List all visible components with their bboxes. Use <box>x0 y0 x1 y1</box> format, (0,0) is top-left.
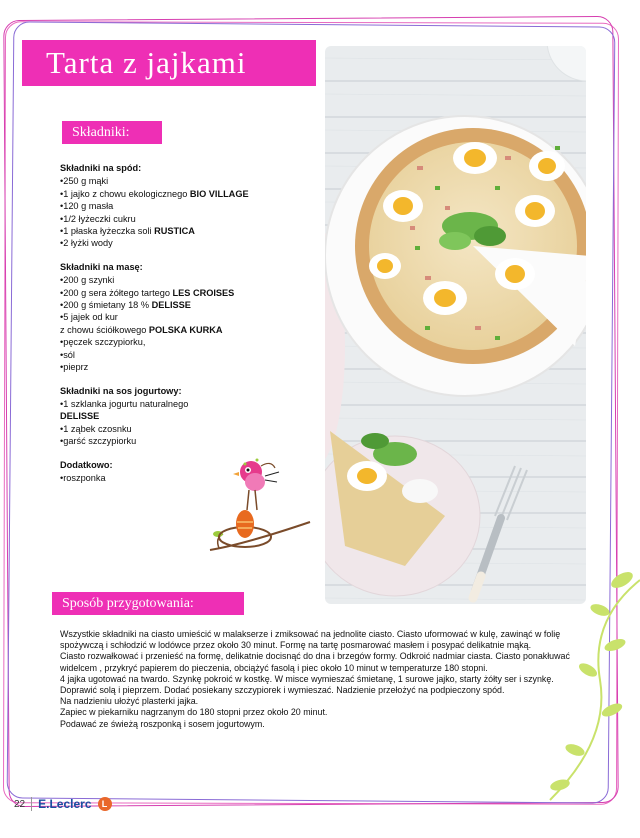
method-line: widelcem , przykryć papierem do pieczenia, obciążyć fasolą i piec około 10 minut w temperaturze 180 stopni. <box>60 662 488 673</box>
ingredient-text: z chowu ściółkowego <box>60 324 149 335</box>
ingredient-item <box>60 435 310 447</box>
ingredient-text: •1 jajko z chowu ekologicznego <box>60 188 190 199</box>
ingredient-text: •sól <box>60 349 75 360</box>
ingredient-text: •250 g mąki <box>60 176 109 187</box>
recipe-title: Tarta z jajkami <box>46 45 247 80</box>
tart-photo <box>325 46 586 604</box>
ingredient-brand: LES CROISES <box>172 287 235 298</box>
method-line: Wszystkie składniki na ciasto umieścić w malakserze i zmiksować na jednolite ciasto. Ciasto uformować w kulę, zawinąć w folię <box>60 629 561 639</box>
method-line: 4 jajka ugotować na twardo. Szynkę pokroić w kostkę. W misce wymieszać śmietanę, 1 surowe jajko, starty żółty ser i szynkę. <box>60 673 554 684</box>
ingredient-item <box>60 175 310 187</box>
footer-divider <box>31 797 32 811</box>
page-number: 22 <box>14 798 26 810</box>
ingredient-text: •1 szklanka jogurtu naturalnego <box>60 398 189 409</box>
ingredient-text: •pieprz <box>60 362 89 373</box>
ingredient-group-heading: Składniki na masę: <box>60 261 143 272</box>
bird-on-nest-icon <box>205 452 315 562</box>
ingredient-text: •200 g śmietany 18 % <box>60 300 152 311</box>
ingredient-text: •1 ząbek czosnku <box>60 423 132 434</box>
ingredient-item <box>60 311 310 323</box>
ingredients-list <box>60 162 310 495</box>
ingredient-brand: BIO VILLAGE <box>189 188 249 199</box>
ingredient-item <box>60 274 310 286</box>
page-footer <box>14 796 112 812</box>
method-line: Zapiec w piekarniku nagrzanym do 180 stopni przez około 20 minut. <box>60 707 328 718</box>
ingredient-text: •1 płaska łyżeczka soli <box>60 226 155 237</box>
ingredient-text: •5 jajek od kur <box>60 312 118 323</box>
ingredient-text: •pęczek szczypiorku, <box>60 337 146 348</box>
ingredient-item <box>60 225 310 237</box>
ingredient-item <box>60 410 310 422</box>
brand-name: E.Leclerc <box>38 797 92 811</box>
ingredient-item <box>60 200 310 212</box>
method-line: Doprawić solą i pieprzem. Dodać posiekany szczypiorek i wymieszać. Nadzienie przełożyć na podpieczony spód. <box>60 685 505 696</box>
method-line: Na nadzieniu ułożyć plasterki jajka. <box>60 696 199 707</box>
ingredient-item <box>60 299 310 311</box>
method-line: Podawać ze świeżą roszponką i sosem jogurtowym. <box>60 718 265 729</box>
ingredient-group <box>60 261 310 374</box>
ingredient-text: •roszponka <box>60 472 106 483</box>
method-line: spożywczą i schłodzić w lodówce przez około 30 minut. Formę na tartę posmarować masłem i posypać delikatnie mąką. <box>60 640 532 651</box>
method-text <box>60 629 600 730</box>
ingredient-item <box>60 287 310 299</box>
ingredient-text: •1/2 łyżeczki cukru <box>60 213 136 224</box>
ingredient-text: •2 łyżki wody <box>60 238 113 249</box>
ingredient-text: •200 g szynki <box>60 275 115 286</box>
method-line: Ciasto rozwałkować i przenieść na formę, delikatnie docisnąć do dna i brzegów formy. Odkroić nadmiar ciasta. Ciasto ponakłuwać <box>60 651 570 662</box>
ingredient-item <box>60 188 310 200</box>
ingredient-item <box>60 213 310 225</box>
ingredient-group <box>60 385 310 448</box>
ingredient-item <box>60 349 310 361</box>
ingredient-brand: RUSTICA <box>154 226 195 237</box>
ingredient-group-heading: Składniki na sos jogurtowy: <box>60 385 182 396</box>
ingredient-group-heading: Składniki na spód: <box>60 163 142 173</box>
ingredient-text: •garść szczypiorku <box>60 436 137 447</box>
ingredient-item <box>60 398 310 410</box>
ingredient-brand: DELISSE <box>151 300 191 311</box>
ingredient-item <box>60 324 310 336</box>
recipe-title-banner <box>22 40 316 86</box>
ingredient-item <box>60 237 310 249</box>
ingredient-group <box>60 162 310 250</box>
ingredient-text: •200 g sera żółtego tartego <box>60 287 173 298</box>
ingredients-heading: Składniki: <box>62 121 162 144</box>
brand-logo-icon: L <box>98 797 112 811</box>
ingredient-brand: POLSKA KURKA <box>148 324 223 335</box>
ingredient-item <box>60 361 310 373</box>
ingredient-brand: DELISSE <box>60 411 100 422</box>
ingredient-item <box>60 336 310 348</box>
ingredient-item <box>60 423 310 435</box>
ingredient-group-heading: Dodatkowo: <box>60 459 113 470</box>
method-heading: Sposób przygotowania: <box>52 592 244 615</box>
ingredient-text: •120 g masła <box>60 201 114 212</box>
